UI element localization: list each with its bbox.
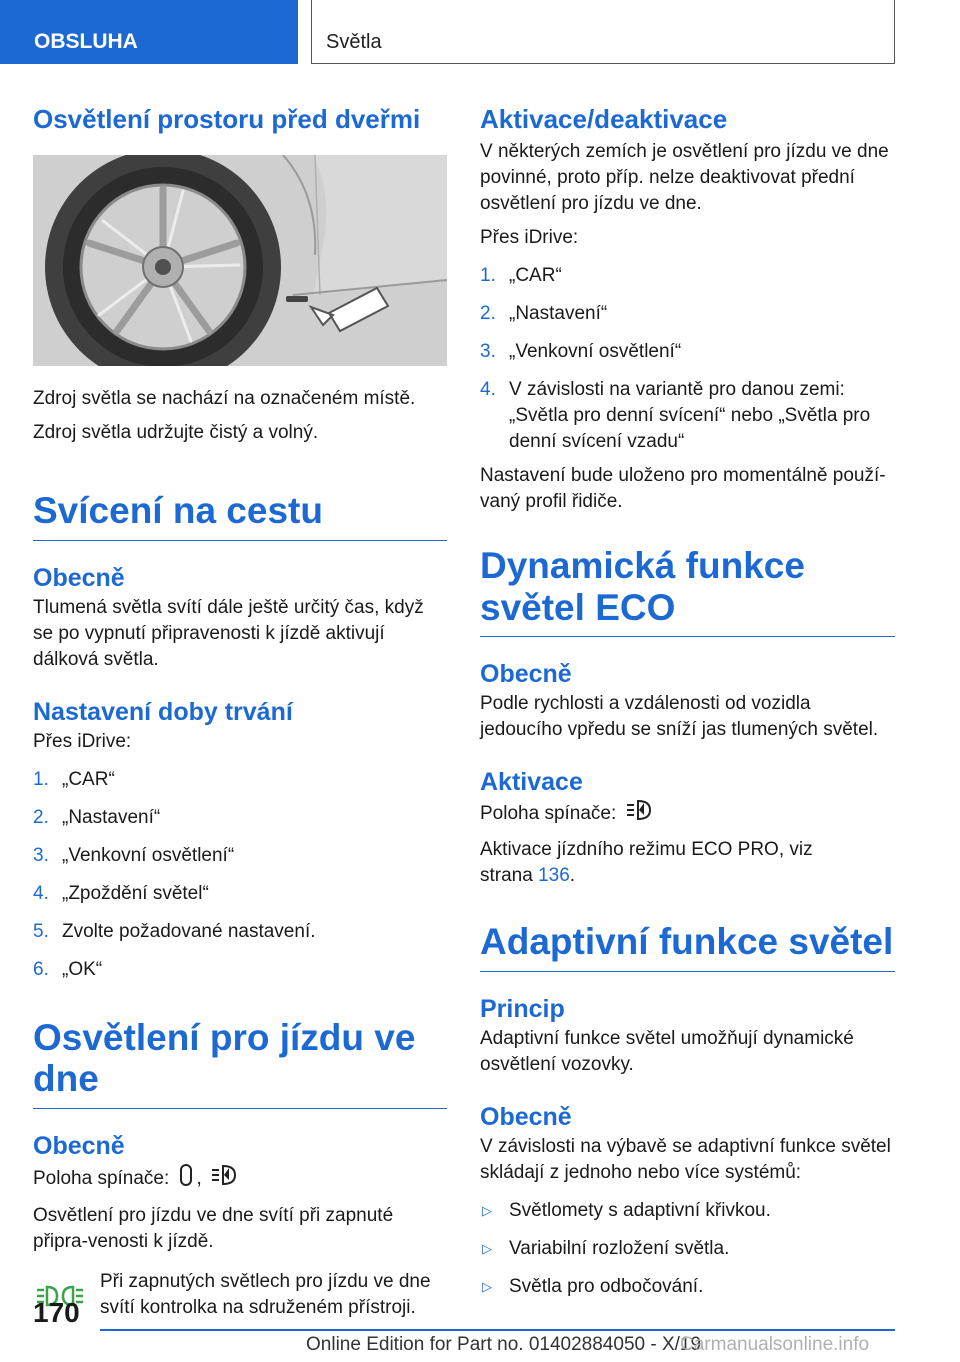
- section-title-eco-lights: Dynamická funkce světel ECO: [480, 545, 895, 637]
- paragraph: Podle rychlosti a vzdálenosti od vozidla jedoucího vpředu se sníží jas tlumených světel.: [480, 693, 879, 741]
- list-item: 6. „OK“: [33, 958, 103, 980]
- triangle-bullet-icon: ▷: [482, 1202, 492, 1218]
- list-item: ▷ Variabilní rozložení světla.: [480, 1236, 895, 1262]
- subsection-title: Nastavení doby trvání: [33, 697, 293, 726]
- right-column: [480, 98, 895, 1312]
- footer-watermark: Carmanualsonline.info: [680, 1334, 870, 1355]
- section-title-door-light: Osvětlení prostoru před dveřmi: [33, 104, 421, 134]
- subsection-title: Aktivace/deaktivace: [480, 104, 728, 134]
- header-section-tab: OBSLUHA: [0, 0, 298, 64]
- paragraph: Osvětlení pro jízdu ve dne svítí při zapnuté připra-venosti k jízdě.: [33, 1204, 394, 1252]
- subsection-title: Obecně: [480, 660, 572, 689]
- list-item: 4. V závislosti na variantě pro danou zemi: „Světla pro denní svícení“ nebo „Světla pro denní svícení vzadu“: [480, 379, 871, 453]
- section-title-coming-home: Svícení na cestu: [33, 490, 447, 540]
- note-text: Při zapnutých světlech pro jízdu ve dne svítí kontrolka na sdruženém přístroji.: [100, 1270, 431, 1318]
- switch-off-icon: [179, 1163, 193, 1195]
- list-item: 2. „Nastavení“: [33, 806, 161, 828]
- switch-position-line: Poloha spínače:: [480, 799, 895, 829]
- switch-position-line: Poloha spínače: ,: [33, 1163, 447, 1195]
- car-wheel-illustration: [33, 155, 447, 366]
- paragraph: V některých zemích je osvětlení pro jízdu ve dne povinné, proto příp. nelze deaktivovat přední osvětlení pro jízdu ve dne.: [480, 141, 889, 215]
- paragraph: Přes iDrive:: [480, 227, 579, 249]
- triangle-bullet-icon: ▷: [482, 1278, 492, 1294]
- list-item: 1. „CAR“: [480, 265, 562, 287]
- paragraph: Aktivace jízdního režimu ECO PRO, viz strana 136.: [480, 839, 813, 887]
- paragraph: Zdroj světla se nachází na označeném místě.: [33, 388, 416, 410]
- paragraph: Zdroj světla udržujte čistý a volný.: [33, 422, 319, 444]
- subsection-title: Obecně: [33, 563, 125, 592]
- left-column: [33, 98, 447, 1321]
- list-item: 4. „Zpoždění světel“: [33, 882, 209, 904]
- steps-list: [33, 767, 447, 983]
- wheel-illustration-svg: [33, 155, 447, 366]
- systems-list: [480, 1198, 895, 1300]
- triangle-bullet-icon: ▷: [482, 1240, 492, 1256]
- subsection-title: Obecně: [33, 1131, 125, 1160]
- page-reference-link[interactable]: 136: [538, 865, 570, 887]
- subsection-title: Princip: [480, 994, 565, 1023]
- paragraph: Adaptivní funkce světel umožňují dynamické osvětlení vozovky.: [480, 1027, 854, 1075]
- page-number: 170: [33, 1297, 80, 1328]
- paragraph: Nastavení bude uloženo pro momentálně použí-vaný profil řidiče.: [480, 465, 886, 513]
- section-title-adaptive-lights: Adaptivní funkce světel: [480, 921, 895, 971]
- automatic-headlight-icon: [626, 799, 652, 829]
- steps-list: [480, 263, 895, 455]
- list-item: 3. „Venkovní osvětlení“: [480, 341, 682, 363]
- paragraph: Tlumená světla svítí dále ještě určitý čas, když se po vypnutí připravenosti k jízdě aktivují dálková světla.: [33, 596, 424, 670]
- list-item: 3. „Venkovní osvětlení“: [33, 844, 235, 866]
- list-item: 1. „CAR“: [33, 768, 115, 790]
- indicator-note: [33, 1269, 447, 1321]
- subsection-title: Obecně: [480, 1102, 572, 1131]
- list-item: ▷ Světla pro odbočování.: [480, 1274, 895, 1300]
- footer-edition: Online Edition for Part no. 01402884050 - X/19: [306, 1334, 702, 1355]
- automatic-headlight-icon: [211, 1164, 237, 1194]
- subsection-title: Aktivace: [480, 768, 583, 797]
- list-item: 5. Zvolte požadované nastavení.: [33, 920, 316, 942]
- paragraph: V závislosti na výbavě se adaptivní funkce světel skládají z jednoho nebo více systémů:: [480, 1135, 891, 1183]
- list-item: 2. „Nastavení“: [480, 303, 608, 325]
- footer-divider: [100, 1329, 895, 1331]
- list-item: ▷ Světlomety s adaptivní křivkou.: [480, 1198, 895, 1224]
- header-page-title: Světla: [311, 0, 895, 64]
- paragraph: Přes iDrive:: [33, 730, 132, 752]
- section-title-daytime-lights: Osvětlení pro jízdu ve dne: [33, 1017, 447, 1109]
